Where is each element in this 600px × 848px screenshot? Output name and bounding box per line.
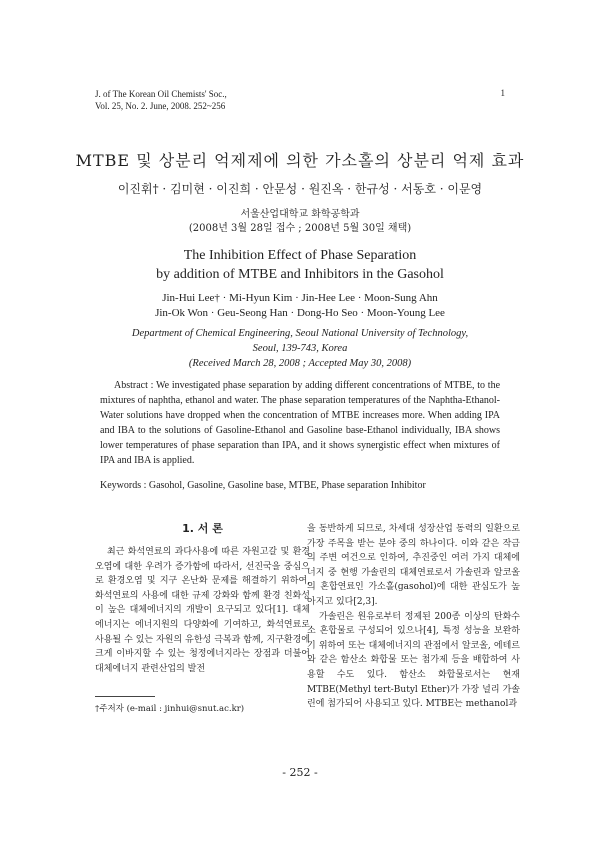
english-dept-line-2: Seoul, 139-743, Korea	[252, 343, 348, 354]
footnote-rule	[95, 696, 155, 697]
abstract-text: We investigated phase separation by adding different concentrations of MTBE, to the mixtures of naphtha, ethanol and water. The phase separation temperatures of the Naphtha-Ethanol-Water solutions have dropped when the concentration of MTBE increases more. When adding IPA and IBA to the solutions of Gasoline-Ethanol and Gasoline base-Ethanol individually, IBA shows lower temperatures of phase separation than IPA, and it shows synergistic effect when mixtures of IPA and IBA is applied.	[100, 380, 501, 466]
right-column-paragraph-1: 을 동반하게 되므로, 차세대 성장산업 동력의 일환으로 가장 주목을 받는 분야 중의 하나이다. 이와 같은 작금의 주변 여건으로 인하여, 추진중인 여러 가지 대체에너지 중 현행 가솔린의 대체연료로서 가솔린과 알코올의 혼합연료인 가소홀(gasohol)에 대한 관심도가 높아지고 있다[2,3].	[307, 524, 520, 607]
left-column-paragraph: 최근 화석연료의 과다사용에 따른 자원고갈 및 환경오염에 대한 우려가 증가함에 따라서, 선진국을 중심으로 환경오염 및 지구 온난화 문제를 해결하기 위하여, 화석연료의 사용에 대한 규제 강화와 함께 환경 친화성이 높은 대체에너지의 개발이 요구되고 있다[1]. 대체에너지는 에너지원의 다양화에 기여하고, 화석연료로 사용될 수 있는 자원의 유한성 극복과 함께, 지구환경에 크게 이바지할 수 있는 청정에너지라는 장점과 더불어 대체에너지 관련산업의 발전	[95, 547, 310, 674]
journal-citation	[95, 88, 227, 112]
english-authors-line-2: Jin-Ok Won · Geu-Seong Han · Dong-Ho Seo · Moon-Young Lee	[155, 307, 445, 319]
english-title	[0, 246, 600, 284]
english-authors-line-1: Jin-Hui Lee† · Mi-Hyun Kim · Jin-Hee Lee · Moon-Sung Ahn	[162, 292, 438, 304]
journal-line-2: Vol. 25, No. 2. June, 2008. 252~256	[95, 101, 226, 111]
abstract	[100, 378, 500, 468]
english-title-line-1: The Inhibition Effect of Phase Separation	[183, 248, 417, 263]
page-number-bottom: - 252 -	[282, 766, 318, 779]
english-dept-line-1: Department of Chemical Engineering, Seoul National University of Technology,	[131, 328, 469, 339]
korean-dates: (2008년 3월 28일 접수 ; 2008년 5월 30일 채택)	[188, 223, 412, 234]
english-authors	[0, 291, 600, 321]
english-dates: (Received March 28, 2008 ; Accepted May 30, 2008)	[188, 358, 412, 369]
journal-line-1: J. of The Korean Oil Chemists' Soc.,	[95, 89, 227, 99]
korean-affiliation: 서울산업대학교 화학공학과	[240, 209, 360, 220]
left-column	[95, 545, 310, 676]
page-number-top: 1	[500, 88, 505, 98]
english-affiliation	[0, 326, 600, 371]
right-column	[307, 522, 520, 712]
korean-title: MTBE 및 상분리 억제제에 의한 가소홀의 상분리 억제 효과	[75, 151, 525, 170]
korean-affiliation-block	[0, 208, 600, 236]
footnote: †주저자 (e-mail : jinhui@snut.ac.kr)	[95, 704, 245, 714]
keywords: Keywords : Gasohol, Gasoline, Gasoline base, MTBE, Phase separation Inhibitor	[100, 480, 426, 491]
abstract-label: Abstract :	[114, 380, 154, 391]
korean-authors: 이진휘† · 김미현 · 이진희 · 안문성 · 원진옥 · 한규성 · 서동호 · 이문영	[117, 182, 483, 196]
right-column-paragraph-2: 가솔린은 원유로부터 정제된 200종 이상의 탄화수소 혼합물로 구성되어 있으나[4], 특정 성능을 보완하기 위하여 또는 대체에너지의 관점에서 알코올, 에테르와 같은 함산소 화합물 또는 첨가제 등을 배합하여 사용할 수도 있다. 함산소 화합물로서는 현재 MTBE(Methyl tert-Butyl Ether)가 가장 널리 가솔린에 첨가되어 사용되고 있다. MTBE는 methanol과	[307, 611, 520, 710]
english-title-line-2: by addition of MTBE and Inhibitors in the Gasohol	[156, 267, 444, 282]
section-heading-introduction: 1. 서 론	[182, 522, 223, 535]
